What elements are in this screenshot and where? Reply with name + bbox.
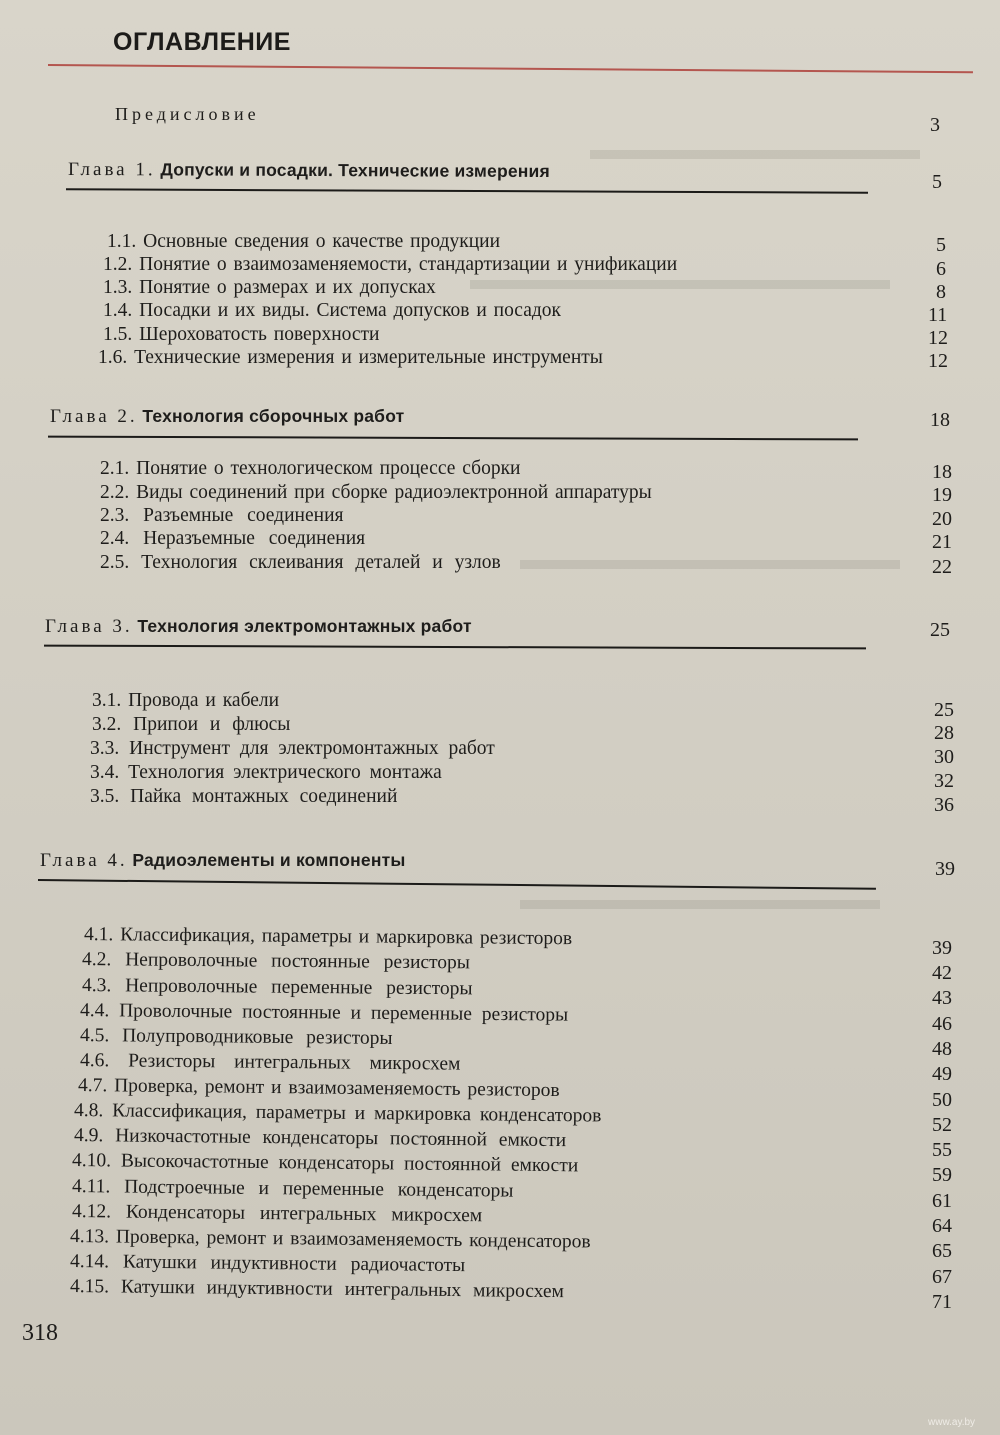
toc-entry (103, 300, 561, 322)
toc-entry (90, 762, 442, 784)
toc-entry (100, 505, 343, 527)
chapter-2-label: Глава 2. (50, 406, 138, 427)
section-page: 67 (932, 1266, 952, 1288)
chapter-1-heading (68, 159, 550, 183)
section-title: Непроволочные переменные резисторы (125, 975, 473, 1000)
toc-entry (74, 1100, 602, 1128)
section-title: Разъемные соединения (143, 505, 344, 526)
toc-entry (72, 1201, 482, 1227)
chapter-3-heading (45, 616, 472, 638)
chapter-4-heading (40, 850, 406, 872)
toc-entry (103, 277, 436, 299)
toc-entry (72, 1150, 578, 1177)
section-title: Провода и кабели (128, 690, 280, 711)
section-number: 2.3. (100, 505, 130, 526)
section-number: 4.4. (79, 1000, 110, 1022)
section-title: Полупроводниковые резисторы (122, 1025, 393, 1049)
section-title: Инструмент для электромонтажных работ (129, 738, 495, 759)
section-page: 65 (932, 1240, 952, 1262)
section-page: 52 (932, 1114, 952, 1136)
section-title: Технология склеивания деталей и узлов (141, 552, 501, 573)
chapter-4-label: Глава 4. (40, 850, 128, 871)
section-title: Катушки индуктивности радиочастоты (122, 1251, 466, 1277)
section-number: 3.1. (92, 690, 122, 711)
section-number: 4.13. (69, 1226, 110, 1248)
toc-entry (84, 924, 572, 950)
watermark: www.ay.by (928, 1417, 976, 1428)
section-page: 18 (932, 461, 952, 483)
chapter-3-title: Технология электромонтажных работ (137, 616, 472, 636)
section-title: Технология электрического монтажа (128, 762, 442, 783)
toc-entry (90, 738, 495, 760)
page-number: 318 (22, 1320, 58, 1346)
toc-entry (92, 714, 290, 736)
section-page: 12 (928, 350, 948, 372)
section-number: 2.4. (100, 528, 130, 549)
section-title: Посадки и их виды. Система допусков и посадок (139, 300, 561, 321)
section-title: Понятие о технологическом процессе сборки (136, 458, 521, 479)
toc-entry (72, 1176, 514, 1203)
section-page: 25 (934, 699, 954, 721)
section-number: 4.8. (73, 1100, 104, 1122)
section-title: Конденсаторы интегральных микросхем (125, 1201, 483, 1227)
chapter-4-rule (38, 879, 876, 890)
toc-entry (98, 347, 603, 369)
section-number: 1.3. (103, 277, 133, 298)
section-page: 21 (932, 531, 952, 553)
section-number: 4.15. (69, 1276, 110, 1298)
section-title: Понятие о размерах и их допусках (139, 277, 436, 298)
section-number: 1.1. (107, 231, 137, 252)
section-title: Непроволочные постоянные резисторы (125, 949, 471, 974)
toc-entry (107, 231, 500, 253)
section-page: 28 (934, 722, 954, 744)
section-title: Неразъемные соединения (143, 528, 366, 549)
section-number: 4.10. (71, 1150, 112, 1172)
chapter-2-rule (48, 436, 858, 441)
section-title: Резисторы интегральных микросхем (128, 1050, 461, 1075)
chapter-3-page: 25 (930, 619, 950, 641)
section-title: Шероховатость поверхности (139, 324, 380, 345)
chapter-1-page: 5 (932, 171, 942, 193)
chapter-3-label: Глава 3. (45, 616, 133, 637)
section-page: 59 (932, 1164, 952, 1186)
section-number: 2.1. (100, 458, 130, 479)
section-title: Классификация, параметры и маркировка конденсаторов (112, 1100, 602, 1127)
section-number: 4.12. (71, 1201, 112, 1223)
section-page: 20 (932, 508, 952, 530)
toc-entry (90, 786, 397, 808)
toc-entry (100, 528, 365, 550)
section-page: 11 (928, 304, 948, 326)
section-number: 4.2. (81, 949, 112, 971)
chapter-3-rule (44, 645, 866, 650)
toc-entry (80, 1000, 568, 1027)
section-title: Технические измерения и измерительные инструменты (134, 347, 603, 368)
toc-entry (80, 1025, 393, 1050)
section-number: 4.1. (83, 924, 114, 946)
section-number: 4.7. (77, 1075, 108, 1097)
toc-entry (92, 690, 279, 712)
toc-entry (80, 1050, 461, 1076)
toc-entry (100, 458, 520, 480)
section-page: 39 (932, 937, 952, 959)
preface-page: 3 (930, 114, 940, 136)
section-page: 48 (932, 1038, 952, 1060)
section-page: 49 (932, 1063, 952, 1085)
section-number: 1.5. (103, 324, 133, 345)
chapter-2-title: Технология сборочных работ (142, 406, 405, 426)
section-page: 71 (932, 1291, 952, 1313)
section-page: 19 (932, 484, 952, 506)
section-number: 1.6. (98, 347, 128, 368)
section-title: Пайка монтажных соединений (130, 786, 398, 807)
preface-label: Предисловие (115, 104, 260, 124)
chapter-1-label: Глава 1. (67, 158, 156, 181)
section-number: 3.2. (92, 714, 122, 735)
chapter-2-page: 18 (930, 409, 950, 431)
section-number: 4.11. (71, 1176, 111, 1198)
section-page: 22 (932, 556, 952, 578)
section-title: Низкочастотные конденсаторы постоянной емкости (115, 1125, 567, 1152)
section-number: 4.6. (79, 1050, 110, 1072)
section-title: Классификация, параметры и маркировка резисторов (120, 924, 573, 950)
chapter-1-rule (66, 188, 868, 193)
toc-title: ОГЛАВЛЕНИЕ (113, 28, 291, 56)
section-title: Проволочные постоянные и переменные резисторы (119, 1000, 569, 1026)
section-page: 30 (934, 746, 954, 768)
chapter-2-heading (50, 406, 404, 428)
section-number: 4.3. (81, 975, 112, 997)
section-number: 3.4. (90, 762, 120, 783)
title-underline (48, 64, 973, 73)
section-title: Виды соединений при сборке радиоэлектронной аппаратуры (136, 482, 652, 503)
toc-entry (100, 482, 652, 504)
toc-entry (70, 1226, 591, 1253)
section-title: Проверка, ремонт и взаимозаменяемость резисторов (114, 1075, 560, 1102)
toc-entry (70, 1276, 564, 1303)
section-title: Основные сведения о качестве продукции (143, 231, 501, 252)
section-number: 2.2. (100, 482, 130, 503)
section-page: 5 (936, 234, 946, 256)
section-page: 12 (928, 327, 948, 349)
section-page: 8 (936, 281, 946, 303)
section-page: 36 (934, 794, 954, 816)
section-number: 3.3. (90, 738, 120, 759)
chapter-1-title: Допуски и посадки. Технические измерения (160, 159, 550, 182)
toc-entry (103, 254, 677, 276)
section-title: Подстроечные и переменные конденсаторы (124, 1176, 514, 1202)
toc-entry (78, 1075, 560, 1102)
section-page: 46 (932, 1013, 952, 1035)
section-page: 50 (932, 1089, 952, 1111)
section-number: 1.2. (103, 254, 133, 275)
section-page: 55 (932, 1139, 952, 1161)
toc-entry (100, 552, 501, 574)
chapter-4-page: 39 (935, 858, 955, 880)
section-page: 42 (932, 962, 952, 984)
section-number: 2.5. (100, 552, 130, 573)
toc-entry (82, 949, 470, 974)
section-title: Проверка, ремонт и взаимозаменяемость конденсаторов (115, 1226, 591, 1253)
section-page: 61 (932, 1190, 952, 1212)
section-number: 4.5. (79, 1025, 110, 1047)
section-number: 4.14. (69, 1251, 110, 1273)
section-number: 4.9. (73, 1125, 104, 1147)
section-page: 32 (934, 770, 954, 792)
section-number: 3.5. (90, 786, 120, 807)
section-number: 1.4. (103, 300, 133, 321)
toc-entry (70, 1251, 465, 1277)
toc-entry (103, 324, 380, 346)
section-page: 6 (936, 258, 946, 280)
section-title: Понятие о взаимозаменяемости, стандартизации и унификации (139, 254, 678, 275)
chapter-4-title: Радиоэлементы и компоненты (132, 850, 406, 870)
toc-entry (74, 1125, 566, 1152)
toc-entry (82, 975, 473, 1000)
section-title: Припои и флюсы (133, 714, 291, 735)
section-page: 64 (932, 1215, 952, 1237)
section-page: 43 (932, 987, 952, 1009)
section-title: Высокочастотные конденсаторы постоянной емкости (120, 1150, 579, 1177)
section-title: Катушки индуктивности интегральных микросхем (120, 1276, 565, 1303)
